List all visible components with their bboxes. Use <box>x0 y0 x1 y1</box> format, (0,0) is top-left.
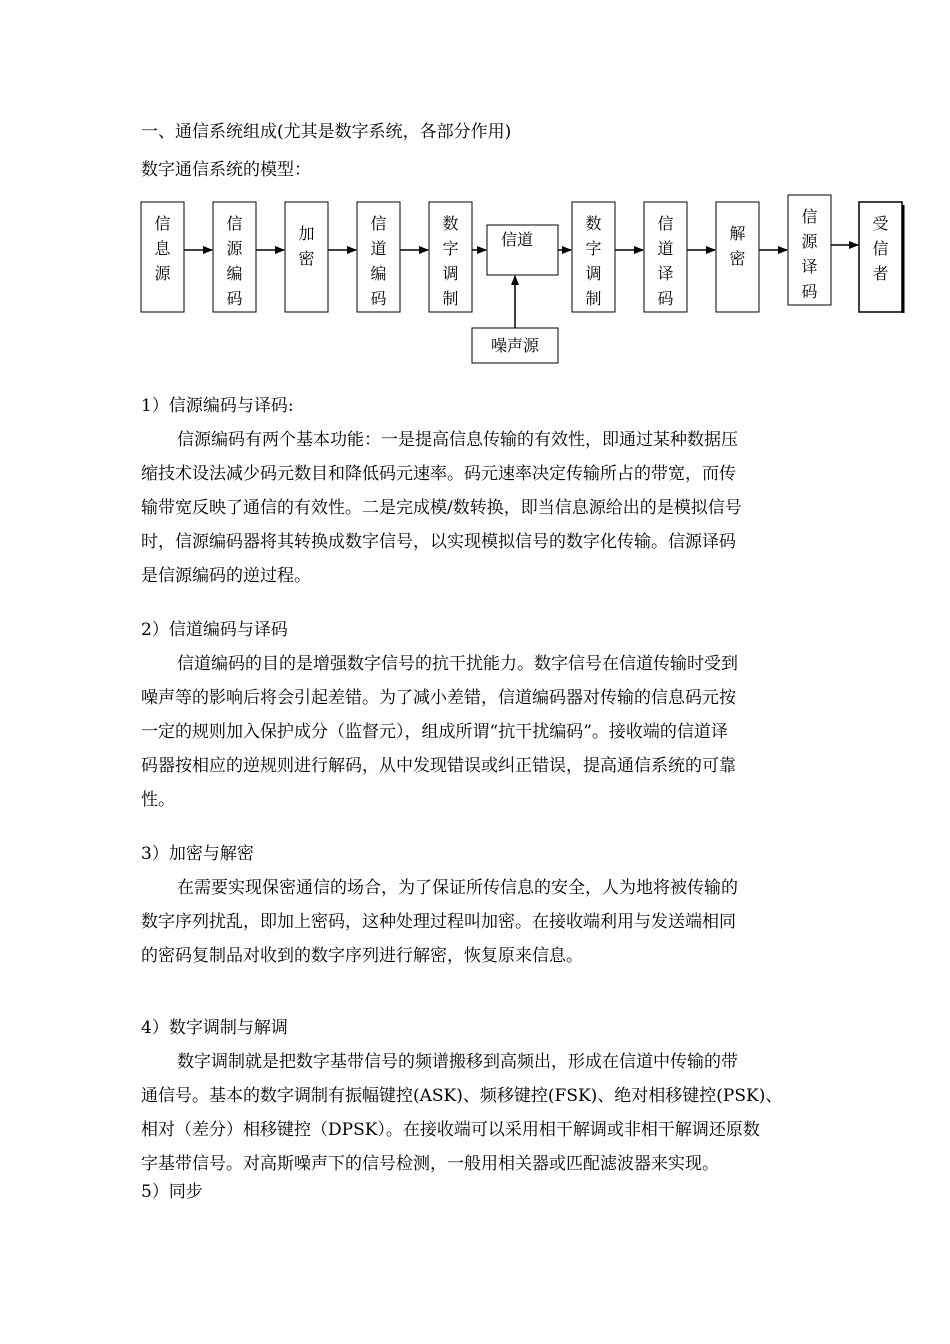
block-label-char: 信 <box>872 239 889 258</box>
paragraph-line: 的密码复制品对收到的数字序列进行解密，恢复原来信息。 <box>141 946 583 966</box>
paragraph-line: 性。 <box>141 790 175 810</box>
block-label-char: 译 <box>657 264 674 283</box>
digital-communication-model-diagram <box>130 190 920 370</box>
paragraph-line: 缩技术设法减少码元数目和降低码元速率。码元速率决定传输所占的带宽，而传 <box>141 464 736 484</box>
block-label-char: 源 <box>154 264 171 283</box>
block-label-char: 数 <box>585 214 602 233</box>
section-title: 1）信源编码与译码: <box>141 396 294 416</box>
block-label-char: 解 <box>729 224 746 243</box>
block-label-char: 信 <box>801 207 818 226</box>
block-label-char: 调 <box>585 264 602 283</box>
paragraph-line: 数字序列扰乱，即加上密码，这种处理过程叫加密。在接收端利用与发送端相同 <box>141 912 736 932</box>
block-label-char: 受 <box>872 214 889 233</box>
block-label-char: 数 <box>442 214 459 233</box>
block-label-char: 道 <box>370 239 387 258</box>
block-label-char: 码 <box>657 289 674 308</box>
section-title: 4）数字调制与解调 <box>141 1018 288 1038</box>
paragraph-line: 信道编码的目的是增强数字信号的抗干扰能力。数字信号在信道传输时受到 <box>177 654 738 674</box>
paragraph-line: 相对（差分）相移键控（DPSK）。在接收端可以采用相干解调或非相干解调还原数 <box>141 1120 760 1140</box>
section-title: 3）加密与解密 <box>141 844 254 864</box>
block-label-char: 道 <box>657 239 674 258</box>
block-label-char: 码 <box>226 289 243 308</box>
paragraph-line: 是信源编码的逆过程。 <box>141 566 311 586</box>
block-label-char: 密 <box>298 249 315 268</box>
block-label-char: 信 <box>657 214 674 233</box>
section-title: 2）信道编码与译码 <box>141 620 288 640</box>
block-label-char: 码 <box>370 289 387 308</box>
block-label-char: 编 <box>370 264 387 283</box>
block-label-char: 调 <box>442 264 459 283</box>
section-paragraph <box>141 423 809 593</box>
paragraph-line: 时，信源编码器将其转换成数字信号，以实现模拟信号的数字化传输。信源译码 <box>141 532 736 552</box>
paragraph-line: 输带宽反映了通信的有效性。二是完成模/数转换，即当信息源给出的是模拟信号 <box>141 498 742 518</box>
section-title: 5）同步 <box>141 1182 203 1202</box>
section-heading: 一、通信系统组成(尤其是数字系统，各部分作用) <box>141 122 512 142</box>
block-label-char: 编 <box>226 264 243 283</box>
model-label: 数字通信系统的模型： <box>141 160 311 180</box>
block-label-char: 者 <box>872 264 889 283</box>
block-label-char: 源 <box>226 239 243 258</box>
paragraph-line: 一定的规则加入保护成分（监督元），组成所谓“抗干扰编码”。接收端的信道译 <box>141 722 728 742</box>
block-label-char: 源 <box>801 232 818 251</box>
paragraph-line: 数字调制就是把数字基带信号的频谱搬移到高频出，形成在信道中传输的带 <box>177 1052 738 1072</box>
noise-source-label: 噪声源 <box>490 336 540 355</box>
block-label-char: 密 <box>729 249 746 268</box>
block-label-char: 信 <box>226 214 243 233</box>
paragraph-line: 字基带信号。对高斯噪声下的信号检测，一般用相关器或匹配滤波器来实现。 <box>141 1154 719 1174</box>
paragraph-line: 在需要实现保密通信的场合，为了保证所传信息的安全，人为地将被传输的 <box>177 878 738 898</box>
section-paragraph <box>141 871 809 973</box>
paragraph-line: 码器按相应的逆规则进行解码，从中发现错误或纠正错误，提高通信系统的可靠 <box>141 756 736 776</box>
block-label-char: 加 <box>298 224 315 243</box>
block-label-char: 字 <box>442 239 459 258</box>
block-label-char: 字 <box>585 239 602 258</box>
section-paragraph <box>141 1045 809 1181</box>
block-label-char: 制 <box>585 289 602 308</box>
block-label-char: 信 <box>370 214 387 233</box>
block-label-char: 制 <box>442 289 459 308</box>
paragraph-line: 通信号。基本的数字调制有振幅键控(ASK)、频移键控(FSK)、绝对相移键控(PSK)、 <box>141 1086 783 1106</box>
block-label-char: 信道 <box>500 230 534 249</box>
section-paragraph <box>141 647 809 817</box>
block-label-char: 息 <box>154 239 171 258</box>
paragraph-line: 噪声等的影响后将会引起差错。为了减小差错，信道编码器对传输的信息码元按 <box>141 688 736 708</box>
block-label-char: 码 <box>801 282 818 301</box>
block-label-char: 信 <box>154 214 171 233</box>
paragraph-line: 信源编码有两个基本功能：一是提高信息传输的有效性，即通过某种数据压 <box>177 430 738 450</box>
block-label-char: 译 <box>801 257 818 276</box>
